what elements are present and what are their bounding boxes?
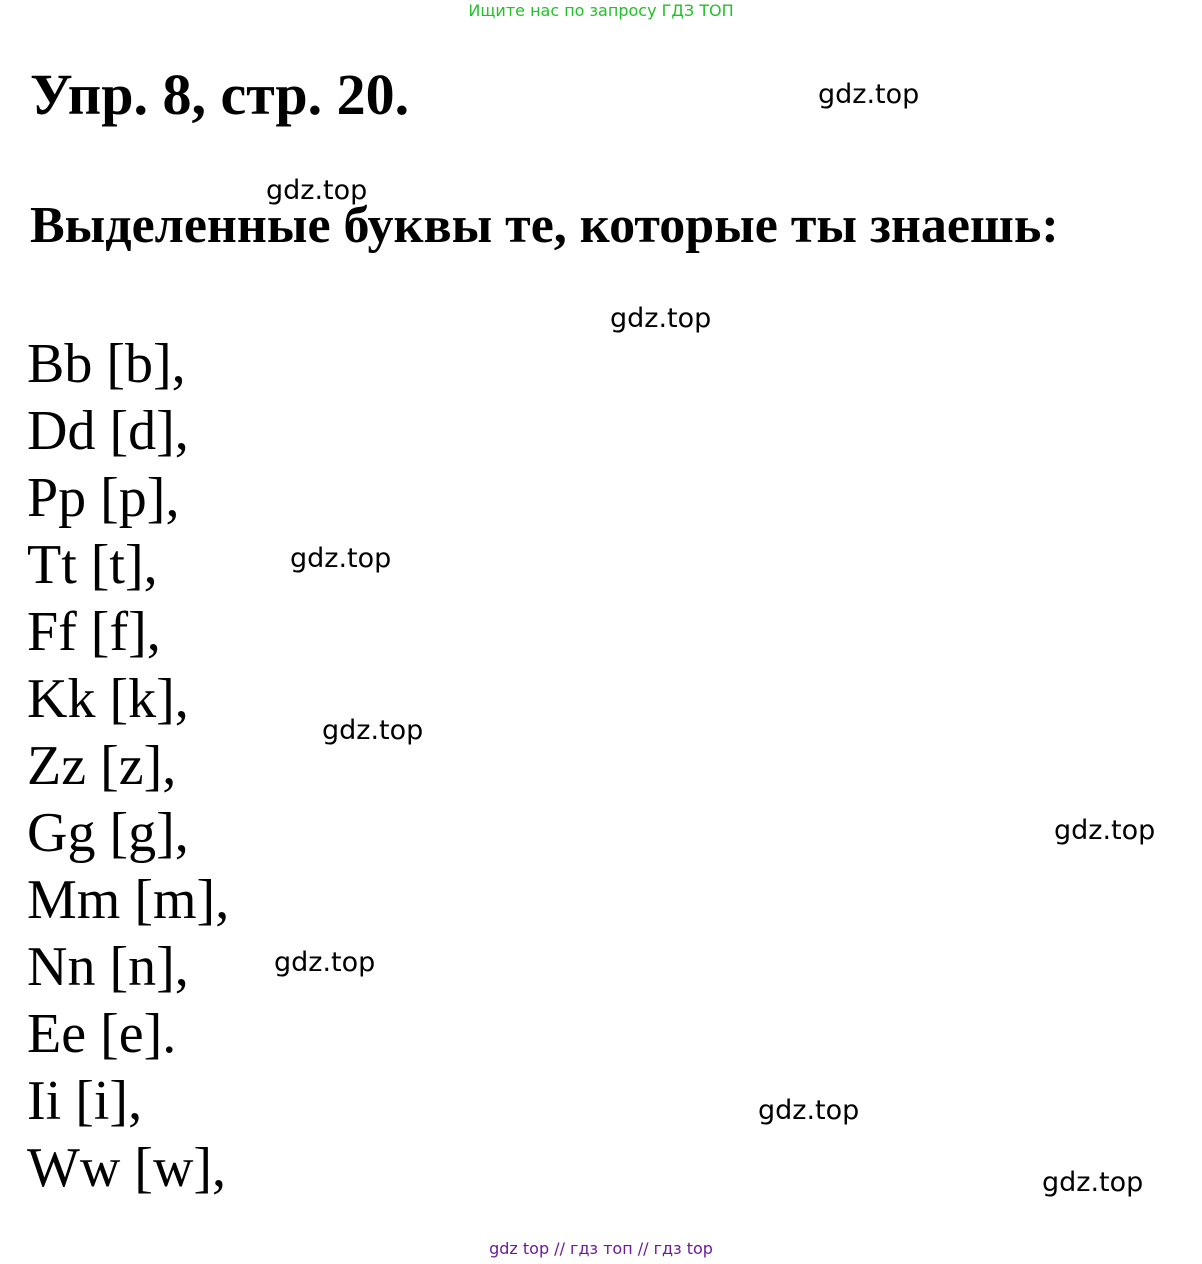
letter-item: Nn [n], xyxy=(27,936,189,998)
letter-item: Tt [t], xyxy=(27,534,158,596)
letter-item: Ee [e]. xyxy=(27,1003,177,1065)
watermark: gdz.top xyxy=(322,715,424,746)
letter-item: Mm [m], xyxy=(27,869,230,931)
watermark: gdz.top xyxy=(1054,815,1156,846)
letter-item: Bb [b], xyxy=(27,333,186,395)
letter-item: Kk [k], xyxy=(27,668,189,730)
watermark: gdz.top xyxy=(274,947,376,978)
watermark: gdz.top xyxy=(266,175,368,206)
page-title: Упр. 8, стр. 20. xyxy=(30,62,410,127)
letter-item: Ii [i], xyxy=(27,1070,143,1132)
letter-list xyxy=(27,331,229,1202)
watermark: gdz.top xyxy=(818,79,920,110)
exercise-subtitle: Выделенные буквы те, которые ты знаешь: xyxy=(30,197,1059,254)
top-banner: Ищите нас по запросу ГДЗ ТОП xyxy=(468,1,734,20)
watermark: gdz.top xyxy=(290,543,392,574)
watermark: gdz.top xyxy=(610,303,712,334)
letter-item: Pp [p], xyxy=(27,467,180,529)
letter-item: Ff [f], xyxy=(27,601,161,663)
watermark: gdz.top xyxy=(758,1095,860,1126)
letter-item: Gg [g], xyxy=(27,802,189,864)
bottom-banner: gdz top // гдз топ // гдз top xyxy=(489,1239,713,1258)
letter-item: Ww [w], xyxy=(27,1137,227,1199)
letter-item: Dd [d], xyxy=(27,400,189,462)
watermark: gdz.top xyxy=(1042,1167,1144,1198)
letter-item: Zz [z], xyxy=(27,735,177,797)
